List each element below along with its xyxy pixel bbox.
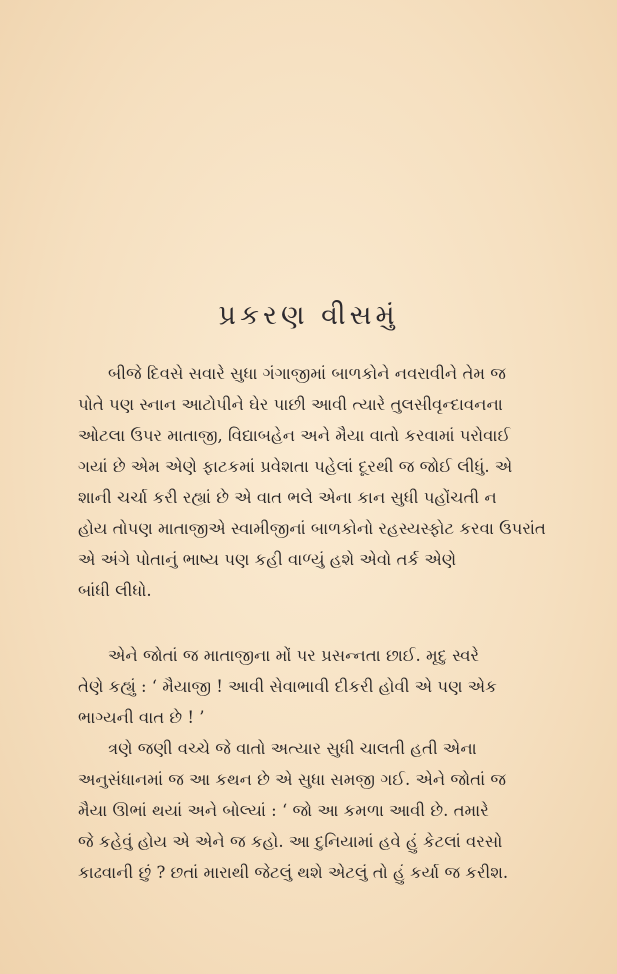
text-line: પોતે પણ સ્નાન આટોપીને ઘેર પાછી આવી ત્યારે તુલસીવૃન્દાવનના xyxy=(78,395,503,414)
text-line: ગયાં છે એમ એણે ફાટકમાં પ્રવેશતા પહેલાં દૂરથી જ જોઈ લીધું. એ xyxy=(78,457,513,476)
paragraph-3 xyxy=(78,733,590,888)
text-line: જે કહેવું હોય એ એને જ કહો. આ દુનિયામાં હવે હું કેટલાં વરસો xyxy=(78,832,503,851)
text-line: મૈયા ઊભાં થયાં અને બોલ્યાં : ‘ જો આ કમળા આવી છે. તમારે xyxy=(78,801,489,820)
paragraph-2 xyxy=(78,640,590,733)
text-line: ત્રણે જણી વચ્ચે જે વાતો અત્યાર સુધી ચાલતી હતી એના xyxy=(108,739,477,758)
text-line: અનુસંધાનમાં જ આ કથન છે એ સુધા સમજી ગઈ. એને જોતાં જ xyxy=(78,770,506,789)
text-line: ઓટલા ઉપર માતાજી, વિદ્યાબહેન અને મૈયા વાતો કરવામાં પરોવાઈ xyxy=(78,426,511,445)
text-line: ભાગ્યની વાત છે ! ’ xyxy=(78,708,205,727)
paragraph-1 xyxy=(78,358,590,606)
text-line: કાઢવાની છું ? છતાં મારાથી જેટલું થશે એટલું તો હું કર્યા જ કરીશ. xyxy=(78,863,509,882)
text-line: શાની ચર્ચા કરી રહ્યાં છે એ વાત ભલે એના કાન સુધી પહોંચતી ન xyxy=(78,488,497,507)
text-line: એને જોતાં જ માતાજીના મોં પર પ્રસન્નતા છાઈ. મૃદુ સ્વરે xyxy=(108,646,480,665)
text-line: બીજે દિવસે સવારે સુધા ગંગાજીમાં બાળકોને નવરાવીને તેમ જ xyxy=(108,364,506,383)
text-line: હોય તોપણ માતાજીએ સ્વામીજીનાં બાળકોનો રહસ્યસ્ફોટ કરવા ઉપરાંત xyxy=(78,519,546,538)
chapter-title: પ્રકરણ વીસમું xyxy=(218,300,399,331)
text-line: એ અંગે પોતાનું ભાષ્ય પણ કહી વાળ્યું હશે એવો તર્ક એણે xyxy=(78,550,457,569)
text-line: બાંધી લીધો. xyxy=(78,581,152,600)
text-line: તેણે કહ્યું : ‘ મૈયાજી ! આવી સેવાભાવી દીકરી હોવી એ પણ એક xyxy=(78,677,497,696)
